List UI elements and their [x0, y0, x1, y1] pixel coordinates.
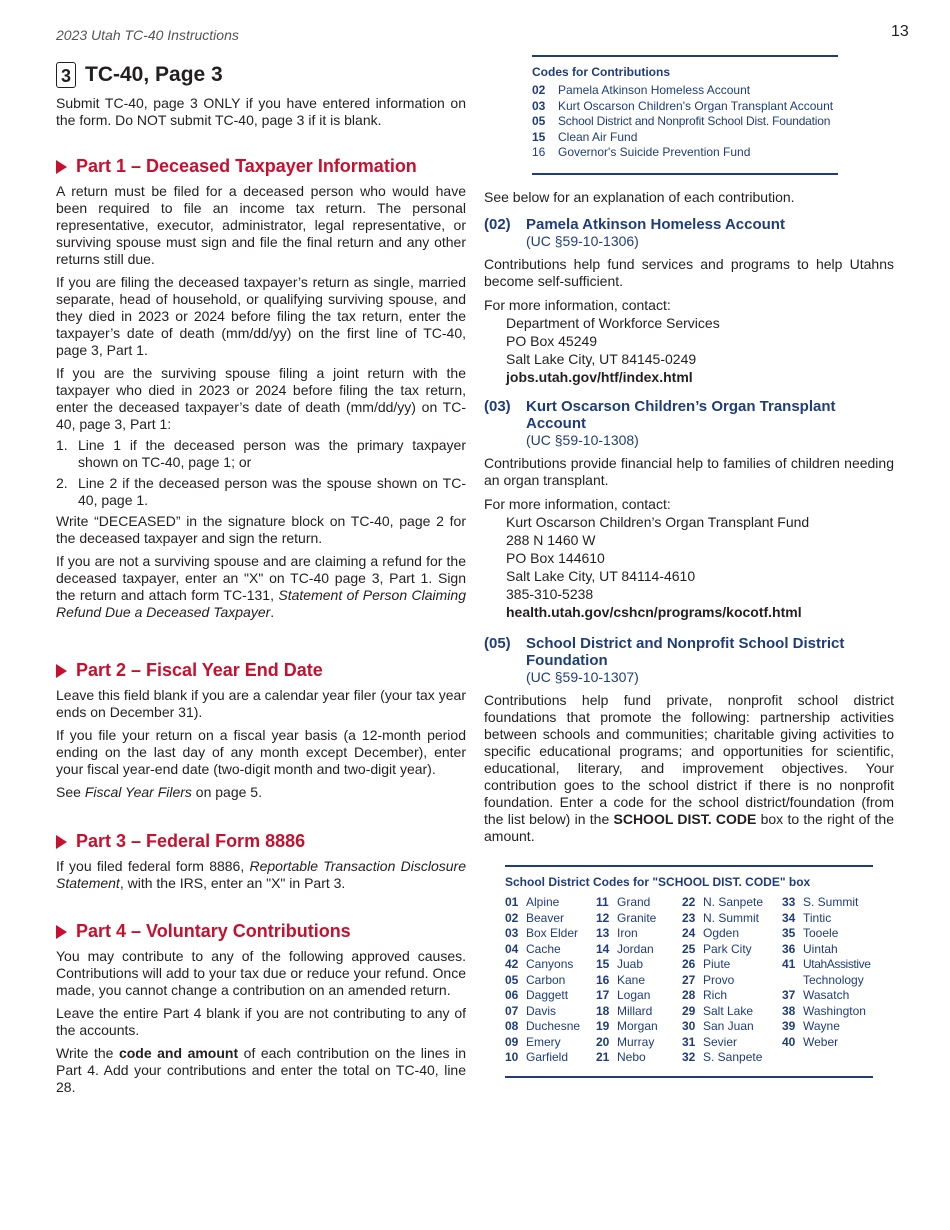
school-code-item: 02 Beaver	[505, 910, 565, 925]
school-code-item: 38 Washington	[782, 1003, 866, 1018]
school-code-item: 07 Davis	[505, 1003, 557, 1018]
website-link[interactable]: jobs.utah.gov/htf/index.html	[506, 369, 693, 385]
school-code-item: 31 Sevier	[682, 1034, 738, 1049]
school-code-item: 20 Murray	[596, 1034, 655, 1049]
contribution-03	[484, 398, 894, 621]
page-title-text: TC-40, Page 3	[85, 63, 223, 86]
school-code-item: 09 Emery	[505, 1034, 561, 1049]
school-code-item: 01 Alpine	[505, 895, 560, 909]
paragraph: Leave this field blank if you are a calendar year filer (your tax year ends on December 31).	[56, 687, 466, 720]
paragraph: Contributions help fund services and programs to help Utahns become self-sufficient.	[484, 256, 894, 289]
paragraph: If you file your return on a fiscal year basis (a 12-month period ending on the last day of any month except December), enter your fiscal year-end date (two-digit month and two-digit year).	[56, 727, 466, 777]
school-code-item: 06 Daggett	[505, 988, 569, 1002]
part1-heading	[56, 156, 417, 177]
school-code-item: 34 Tintic	[782, 910, 832, 925]
part2-heading	[56, 660, 323, 681]
list-item: 2. Line 2 if the deceased person was the spouse shown on TC-40, page 1.	[56, 475, 466, 508]
code-row: 05 School District and Nonprofit School Dist. Foundation	[532, 114, 831, 129]
contact-address: Kurt Oscarson Children’s Organ Transplant Fund 288 N 1460 W PO Box 144610 Salt Lake City, UT 84114-4610 385-310-5238 health.utah.gov/cshcn/programs/kocotf.html	[506, 513, 894, 621]
school-code-item: 10 Garfield	[505, 1050, 569, 1064]
contribution-02	[484, 216, 894, 386]
school-code-item: 28 Rich	[682, 988, 728, 1002]
school-code-item: 30 San Juan	[682, 1019, 754, 1033]
school-codes-column	[782, 895, 873, 1066]
school-code-item: 22 N. Sanpete	[682, 895, 764, 909]
school-code-item: 11 Grand	[596, 895, 651, 909]
paragraph: For more information, contact:	[484, 496, 671, 512]
website-link[interactable]: health.utah.gov/cshcn/programs/kocotf.html	[506, 604, 802, 620]
school-codes-column	[505, 895, 596, 1066]
form-title: Statement of Person Claiming Refund Due a Deceased Taxpayer	[56, 587, 466, 620]
page-title	[56, 62, 223, 88]
code-row: 15 Clean Air Fund	[532, 129, 638, 144]
school-code-item: 33 S. Summit	[782, 895, 859, 909]
school-code-item: 39 Wayne	[782, 1019, 840, 1033]
school-code-item: 36 Uintah	[782, 941, 838, 956]
school-code-item: 21 Nebo	[596, 1050, 646, 1064]
contribution-heading: (03) Kurt Oscarson Children’s Organ Transplant Account	[484, 398, 836, 432]
contribution-codes-box	[532, 55, 838, 175]
school-code-item: 15 Juab	[596, 957, 644, 971]
school-code-item: 32 S. Sanpete	[682, 1050, 763, 1064]
page-number: 13	[891, 23, 909, 40]
contribution-05	[484, 635, 894, 845]
section-number-box: 3	[56, 62, 76, 88]
part3-body	[56, 858, 466, 892]
part3-heading	[56, 831, 305, 852]
deceased-line-list	[56, 437, 466, 509]
part1-body	[56, 183, 466, 621]
paragraph: If you are filing the deceased taxpayer’s return as single, married separate, head of household, or qualifying surviving spouse, and they died in 2023 or 2024 before filing the tax return, enter the taxpayer’s date of death (mm/dd/yy) on the first line of TC-40, page 3, Part 1.	[56, 274, 466, 358]
paragraph: Write “DECEASED” in the signature block on TC-40, page 2 for the deceased taxpayer and sign the return.	[56, 513, 466, 546]
school-district-codes-box	[505, 865, 873, 1078]
paragraph: For more information, contact:	[484, 297, 671, 313]
contact-address: Department of Workforce Services PO Box 45249 Salt Lake City, UT 84145-0249 jobs.utah.gov/htf/index.html	[506, 314, 894, 386]
school-codes-title: School District Codes for "SCHOOL DIST. CODE" box	[505, 875, 811, 889]
part1-heading-text: Part 1 – Deceased Taxpayer Information	[76, 156, 417, 176]
triangle-bullet-icon	[56, 925, 67, 939]
paragraph: Contributions help fund private, nonprofit school district foundations that promote the following: partnership activities between schools and communities; charitable giving activities to specific educational programs; and opportunities for scientific, educational, literary, and improvement objectives. Your contribution goes to the school district if there is no nonprofit foundation. Enter a code for the school district/foundation (from the list below) in the SCHOOL DIST. CODE box to the right of the amount.	[484, 692, 895, 844]
school-code-item: 18 Millard	[596, 1003, 653, 1018]
part4-body	[56, 948, 466, 1096]
part3-heading-text: Part 3 – Federal Form 8886	[76, 831, 306, 851]
school-code-item: 24 Ogden	[682, 926, 740, 940]
triangle-bullet-icon	[56, 160, 67, 174]
statute-reference: (UC §59-10-1308)	[526, 432, 639, 448]
school-code-item: 25 Park City	[682, 941, 752, 956]
triangle-bullet-icon	[56, 835, 67, 849]
school-code-item: 14 Jordan	[596, 941, 654, 956]
school-codes-column	[596, 895, 682, 1066]
paragraph: If you are not a surviving spouse and are claiming a refund for the deceased taxpayer, enter an "X" on TC-40 page 3, Part 1. Sign the return and attach form TC-131, Statement of Person Claiming Refund Due a Deceased Taxpayer.	[56, 553, 466, 620]
school-code-item: 17 Logan	[596, 988, 651, 1002]
contribution-heading: (05) School District and Nonprofit School District Foundation	[484, 635, 845, 669]
intro-paragraph: Submit TC-40, page 3 ONLY if you have entered information on the form. Do NOT submit TC-40, page 3 if it is blank.	[56, 95, 466, 128]
part2-heading-text: Part 2 – Fiscal Year End Date	[76, 660, 323, 680]
school-code-item: 08 Duchesne	[505, 1019, 581, 1033]
paragraph: You may contribute to any of the following approved causes. Contributions will add to your tax due or reduce your refund. Once made, you cannot change a contribution on an amended return.	[56, 948, 466, 998]
school-code-item: 35 Tooele	[782, 926, 839, 940]
statute-reference: (UC §59-10-1306)	[526, 233, 639, 249]
paragraph: See Fiscal Year Filers on page 5.	[56, 784, 262, 800]
codes-title: Codes for Contributions	[532, 65, 670, 79]
school-code-item: 26 Piute	[682, 957, 731, 971]
school-codes-column	[682, 895, 782, 1066]
school-code-item: 13 Iron	[596, 926, 638, 940]
school-code-item: 41 UtahAssistive Technology	[782, 957, 871, 987]
school-code-item: 40 Weber	[782, 1034, 839, 1049]
school-code-item: 27 Provo	[682, 972, 735, 987]
school-code-item: 16 Kane	[596, 972, 646, 987]
part2-body	[56, 687, 466, 801]
statute-reference: (UC §59-10-1307)	[526, 669, 639, 685]
school-code-item: 12 Granite	[596, 910, 657, 925]
code-row: 16 Governor's Suicide Prevention Fund	[532, 145, 751, 160]
school-code-item: 42 Canyons	[505, 957, 574, 971]
school-codes-grid	[505, 895, 873, 1066]
triangle-bullet-icon	[56, 664, 67, 678]
document-header: 2023 Utah TC-40 Instructions	[56, 27, 239, 43]
part4-heading-text: Part 4 – Voluntary Contributions	[76, 921, 351, 941]
school-code-item: 04 Cache	[505, 941, 561, 956]
paragraph: Contributions provide financial help to families of children needing an organ transplant.	[484, 455, 894, 488]
paragraph: A return must be filed for a deceased person who would have been required to file an income tax return. The personal representative, executor, administrator, legal representative, or surviving spouse must sign and file the final return and any other returns still due.	[56, 183, 466, 267]
school-code-item: 29 Salt Lake	[682, 1003, 754, 1018]
paragraph: Write the code and amount of each contribution on the lines in Part 4. Add your contributions and enter the total on TC-40, line 28.	[56, 1045, 466, 1095]
school-code-item: 03 Box Elder	[505, 926, 579, 940]
contribution-heading: (02) Pamela Atkinson Homeless Account	[484, 216, 785, 233]
list-item: 1. Line 1 if the deceased person was the primary taxpayer shown on TC-40, page 1; or	[56, 437, 466, 470]
paragraph: If you filed federal form 8886, Reportable Transaction Disclosure Statement, with the IRS, enter an "X" in Part 3.	[56, 858, 466, 891]
code-row: 02 Pamela Atkinson Homeless Account	[532, 83, 751, 97]
paragraph: If you are the surviving spouse filing a joint return with the taxpayer who died in 2023 or 2024 before filing the tax return, enter the deceased taxpayer’s date of death (mm/dd/yy) on TC-40, page 3, Part 1:	[56, 365, 466, 432]
code-row: 03 Kurt Oscarson Children's Organ Transplant Account	[532, 98, 834, 113]
school-code-item: 23 N. Summit	[682, 910, 760, 925]
part4-heading	[56, 921, 351, 942]
school-code-item: 19 Morgan	[596, 1019, 658, 1033]
see-below-text: See below for an explanation of each contribution.	[484, 189, 795, 205]
paragraph: Leave the entire Part 4 blank if you are not contributing to any of the accounts.	[56, 1005, 466, 1038]
school-code-item: 37 Wasatch	[782, 988, 850, 1002]
school-code-item: 05 Carbon	[505, 972, 566, 987]
